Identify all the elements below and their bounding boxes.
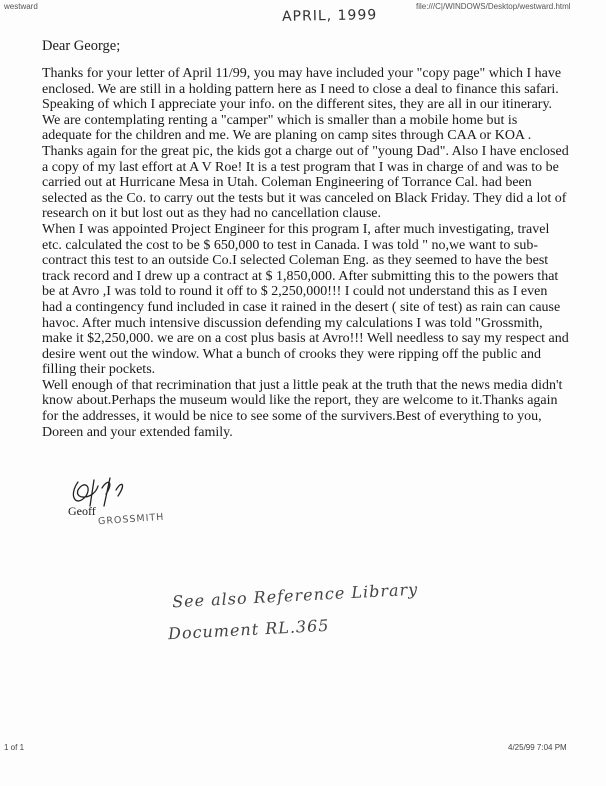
header-file-path: file:///C|/WINDOWS/Desktop/westward.html <box>416 2 571 11</box>
handwritten-note-line-1: See also Reference Library <box>171 579 419 612</box>
signature-handwritten-surname: GROSSMITH <box>97 511 165 528</box>
signature-name: Geoff <box>68 504 96 518</box>
letter-paragraph-4: Well enough of that recrimination that just a little peak at the truth that the news media didn't know about.Perhaps the museum would like the report, they are welcome to it.Thanks again for the addresses, it would be nice to see some of the survivers.Best of everything to you, Doreen and your extended family. <box>42 377 563 440</box>
header-page-title: westward <box>4 2 38 11</box>
letter-greeting: Dear George; <box>42 38 121 54</box>
footer-timestamp: 4/25/99 7:04 PM <box>508 743 567 752</box>
handwritten-note-line-2: Document RL.365 <box>167 615 330 644</box>
footer-page-count: 1 of 1 <box>4 743 25 752</box>
letter-paragraph-2: Thanks again for the great pic, the kids got a charge out of "young Dad". Also I have enclosed a copy of my last effort at A V Roe! It is a test program that I was in charge of and was to be carried out at Hurricane Mesa in Utah. Coleman Engineering of Torrance Cal. had been selected as the Co. to carry out the tests but it was canceled on Black Friday. They did a lot of research on it but lost out as they had no cancellation clause. <box>42 143 569 222</box>
letter-paragraph-3: When I was appointed Project Engineer for this program I, after much investigating, travel etc. calculated the cost to be $ 650,000 to test in Canada. I was told " no,we want to sub-contract this test to an outside Co.I selected Coleman Eng. as they seemed to have the best track record and I drew up a contract at $ 1,850,000. After submitting this to the powers that be at Avro ,I was told to round it off to $ 2,250,000!!! I could not understand this as I even had a contingency fund included in case it rained in the desert ( site of test) as rain can cause havoc. After much intensive discussion defending my calculations I was told "Grossmith, make it $2,250,000. we are on a cost plus basis at Avro!!! Well needless to say my respect and desire went out the window. What a bunch of crooks they were ripping off the public and filling their pockets. <box>42 221 569 378</box>
handwritten-date: APRIL, 1999 <box>281 7 378 25</box>
letter-paragraph-1: Thanks for your letter of April 11/99, you may have included your "copy page" which I have enclosed. We are still in a holding pattern here as I need to close a deal to finance this safari. Speaking of which I appreciate your info. on the different sites, they are all in our itinerary. We are contemplating renting a "camper" which is smaller than a mobile home but is adequate for the children and me. We are planing on camp sites through CAA or KOA . <box>42 66 562 144</box>
letter-body <box>42 66 570 440</box>
